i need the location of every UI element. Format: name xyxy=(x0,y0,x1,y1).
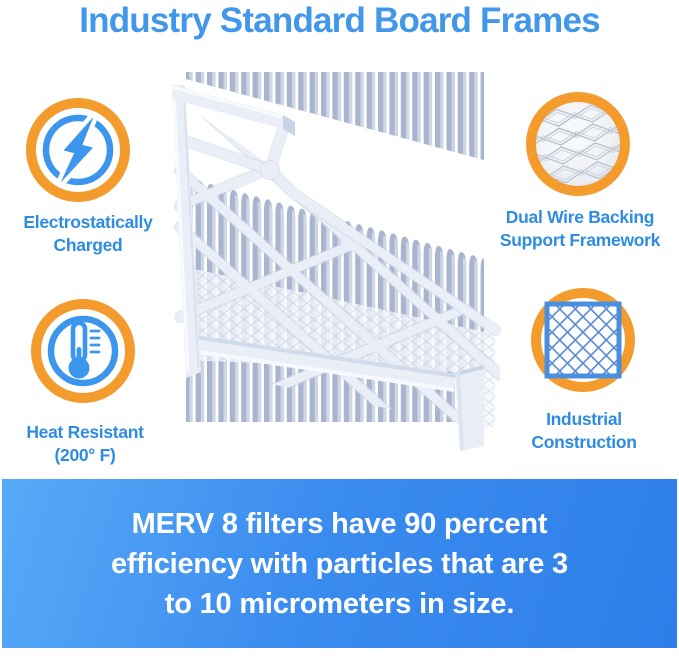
feature-badge-electrostatic xyxy=(25,97,131,203)
feature-label-line: Heat Resistant xyxy=(26,422,144,442)
merv-info-banner xyxy=(2,479,677,648)
feature-label-line: Dual Wire Backing xyxy=(505,207,655,227)
feature-label-line: Support Framework xyxy=(499,230,661,250)
banner-line: to 10 micrometers in size. xyxy=(164,587,515,620)
feature-badge-wire-backing xyxy=(525,91,631,197)
feature-label-line: Electrostatically xyxy=(23,212,153,232)
thermometer-icon xyxy=(30,298,136,404)
feature-label-electrostatic xyxy=(4,211,172,257)
feature-label-line: Construction xyxy=(531,432,637,452)
page-title: Industry Standard Board Frames xyxy=(79,1,600,40)
feature-label-heat-resistant xyxy=(1,421,169,467)
wire-mesh-photo-icon xyxy=(525,91,631,197)
merv-info-text xyxy=(111,504,568,624)
feature-label-line: Charged xyxy=(53,235,123,255)
feature-badge-heat-resistant xyxy=(30,298,136,404)
air-filter-product-photo xyxy=(160,72,508,470)
diamond-lattice-icon xyxy=(530,287,636,393)
feature-label-wire-backing xyxy=(496,206,664,252)
banner-line: MERV 8 filters have 90 percent xyxy=(131,507,548,540)
feature-label-industrial xyxy=(500,408,668,454)
banner-line: efficiency with particles that are 3 xyxy=(111,547,568,580)
filter-end-cap xyxy=(456,365,484,451)
lightning-icon xyxy=(25,97,131,203)
feature-label-line: Industrial xyxy=(546,409,622,429)
feature-label-line: (200° F) xyxy=(54,445,116,465)
feature-badge-industrial xyxy=(530,287,636,393)
